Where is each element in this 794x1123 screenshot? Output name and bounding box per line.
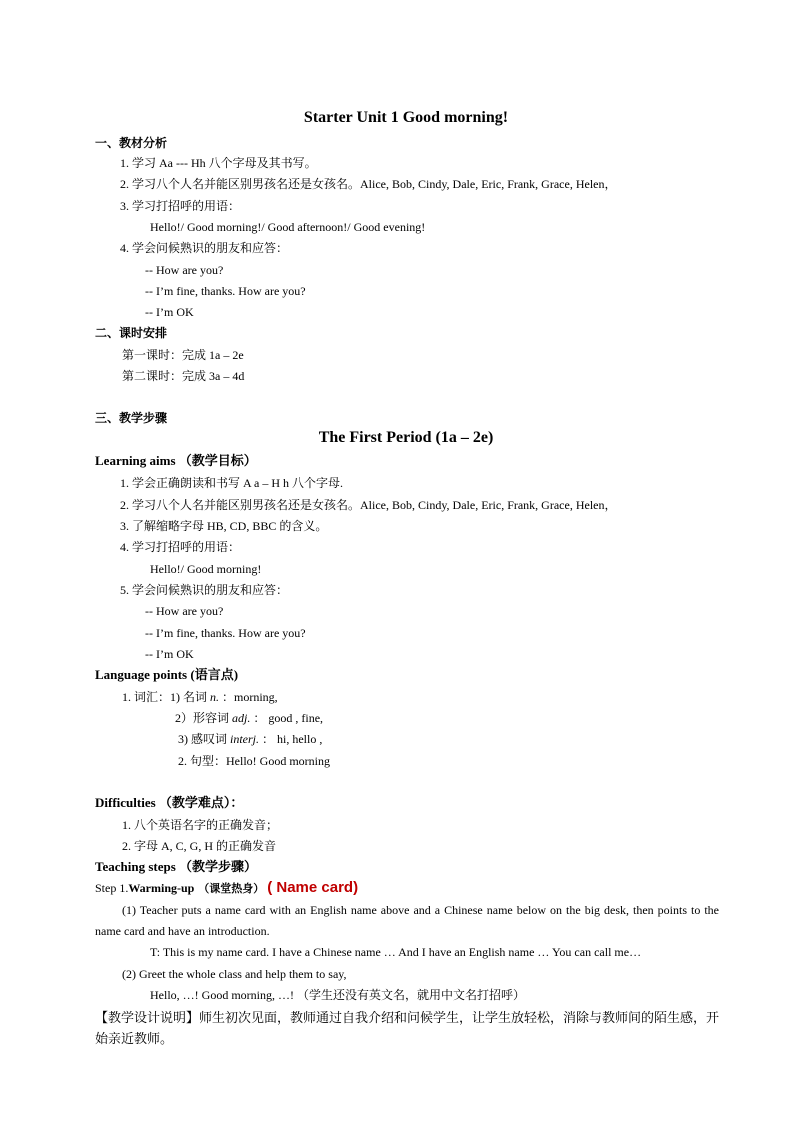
vocab-noun-line — [122, 689, 278, 705]
step1-cn: （课堂热身） — [194, 882, 265, 895]
list-item: 4. 学习打招呼的用语： — [120, 540, 241, 554]
list-item: 第一课时：完成 1a – 2e — [122, 348, 244, 362]
section-heading-analysis: 一、教材分析 — [95, 136, 168, 150]
step1-prefix: Step 1. — [95, 881, 129, 895]
step1-name-card: ( Name card) — [267, 879, 359, 896]
list-item: 2. 字母 A, C, G, H 的正确发音 — [122, 839, 277, 853]
period-title: The First Period (1a – 2e) — [318, 429, 494, 446]
list-item: -- How are you? — [145, 263, 224, 277]
noun-words: ：morning, — [222, 690, 278, 704]
list-item: 1. 学会正确朗读和书写 A a – H h 八个字母. — [120, 476, 343, 490]
list-item: -- I’m fine, thanks. How are you? — [145, 626, 306, 640]
step1-paragraph-1: (1) Teacher puts a name card with an English name above and a Chinese name below on the big desk, then points to the name card and have an introduction. — [95, 903, 719, 938]
list-item: -- I’m OK — [145, 647, 194, 661]
section-heading-steps: 三、教学步骤 — [95, 411, 168, 425]
list-item: Hello!/ Good morning! — [150, 562, 262, 576]
sentence-pattern-line: 2. 句型：Hello! Good morning — [178, 754, 330, 768]
list-item: 1. 八个英语名字的正确发音； — [122, 818, 279, 832]
step1-paragraph-2: (2) Greet the whole class and help them to say, — [122, 967, 347, 981]
document-title: Starter Unit 1 Good morning! — [303, 109, 509, 126]
vocab-interj-prefix: 3) 感叹词 — [178, 732, 227, 746]
list-item: -- How are you? — [145, 604, 224, 618]
list-item: -- I’m OK — [145, 305, 194, 319]
adj-abbr: adj. — [232, 711, 251, 725]
vocab-adj-prefix: 2）形容词 — [175, 711, 230, 725]
vocab-interj-line — [178, 731, 322, 747]
list-item: 1. 学习 Aa --- Hh 八个字母及其书写。 — [120, 156, 317, 170]
design-note: 【教学设计说明】师生初次见面，教师通过自我介绍和问候学生，让学生放轻松，消除与教师间的陌生感，开始亲近教师。 — [95, 1010, 720, 1046]
learning-aims-heading: Learning aims （教学目标） — [95, 453, 257, 468]
list-item: 3. 学习打招呼的用语： — [120, 199, 241, 213]
section-heading-schedule: 二、课时安排 — [95, 326, 168, 340]
list-item: 3. 了解缩略字母 HB, CD, BBC 的含义。 — [120, 519, 328, 533]
vocab-noun-prefix: 1. 词汇：1) 名词 — [122, 690, 207, 704]
list-item: 5. 学会问候熟识的朋友和应答： — [120, 583, 289, 597]
noun-abbr: n. — [210, 690, 219, 704]
teacher-line: T: This is my name card. I have a Chinese name … And I have an English name … You can call me… — [150, 945, 642, 959]
list-item: 第二课时：完成 3a – 4d — [122, 369, 245, 383]
list-item: 2. 学习八个人名并能区别男孩名还是女孩名。Alice, Bob, Cindy, Dale, Eric, Frank, Grace, Helen， — [120, 177, 617, 191]
interj-words: ： hi, hello , — [262, 732, 323, 746]
list-item: 2. 学习八个人名并能区别男孩名还是女孩名。Alice, Bob, Cindy, Dale, Eric, Frank, Grace, Helen， — [120, 498, 617, 512]
list-item: 4. 学会问候熟识的朋友和应答： — [120, 241, 289, 255]
list-item: Hello!/ Good morning!/ Good afternoon!/ Good evening! — [150, 220, 426, 234]
step1-line — [95, 878, 358, 899]
interj-abbr: interj. — [230, 732, 259, 746]
difficulties-heading: Difficulties （教学难点）： — [95, 795, 244, 810]
step1-title: Warming-up — [128, 881, 195, 895]
vocab-adj-line — [175, 710, 323, 726]
list-item: -- I’m fine, thanks. How are you? — [145, 284, 306, 298]
adj-words: ： good , fine, — [253, 711, 324, 725]
teaching-steps-heading: Teaching steps （教学步骤） — [95, 859, 258, 874]
language-points-heading: Language points (语言点) — [95, 667, 239, 682]
greeting-line: Hello, …! Good morning, …! （学生还没有英文名，就用中文名打招呼） — [150, 988, 525, 1002]
